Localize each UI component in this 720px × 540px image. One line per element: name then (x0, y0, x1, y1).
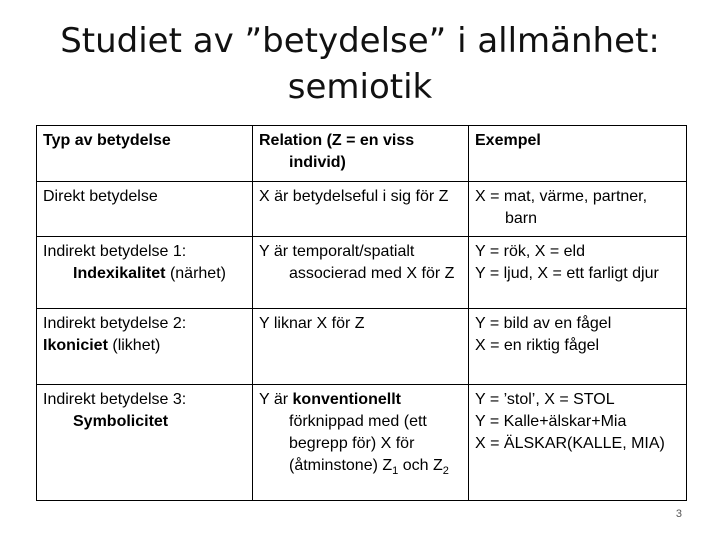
table-row (37, 385, 687, 501)
cell-type: Indirekt betydelse 3: Symbolicitet (37, 385, 253, 501)
title-line-1: Studiet av ”betydelse” i allmänhet: (60, 21, 660, 61)
cell-example: Y = rök, X = eld Y = ljud, X = ett farligt djur (469, 237, 687, 309)
semiotics-table (36, 125, 687, 501)
table-row (37, 309, 687, 385)
cell-type: Direkt betydelse (37, 182, 253, 237)
header-type: Typ av betydelse (37, 126, 253, 182)
page-number: 3 (675, 508, 682, 520)
header-example: Exempel (469, 126, 687, 182)
cell-example: X = mat, värme, partner, barn (469, 182, 687, 237)
table-row (37, 182, 687, 237)
cell-type: Indirekt betydelse 1: Indexikalitet (närhet) (37, 237, 253, 309)
cell-type: Indirekt betydelse 2: Ikoniciet (likhet) (37, 309, 253, 385)
table-header-row (37, 126, 687, 182)
header-relation: Relation (Z = en viss individ) (253, 126, 469, 182)
title-line-2: semiotik (287, 67, 433, 107)
cell-relation: Y är temporalt/spatialt associerad med X för Z (253, 237, 469, 309)
cell-relation: Y är konventionellt förknippad med (ett begrepp för) X för (åtminstone) $Z_1$ och $Z_2$ (253, 385, 469, 501)
cell-relation: Y liknar X för Z (253, 309, 469, 385)
cell-relation: X är betydelseful i sig för Z (253, 182, 469, 237)
slide-title (0, 18, 720, 110)
cell-example: Y = bild av en fågel X = en riktig fågel (469, 309, 687, 385)
table-row (37, 237, 687, 309)
cell-example: Y = ’stol’, X = STOL Y = Kalle+älskar+Mia X = ÄLSKAR(KALLE, MIA) (469, 385, 687, 501)
